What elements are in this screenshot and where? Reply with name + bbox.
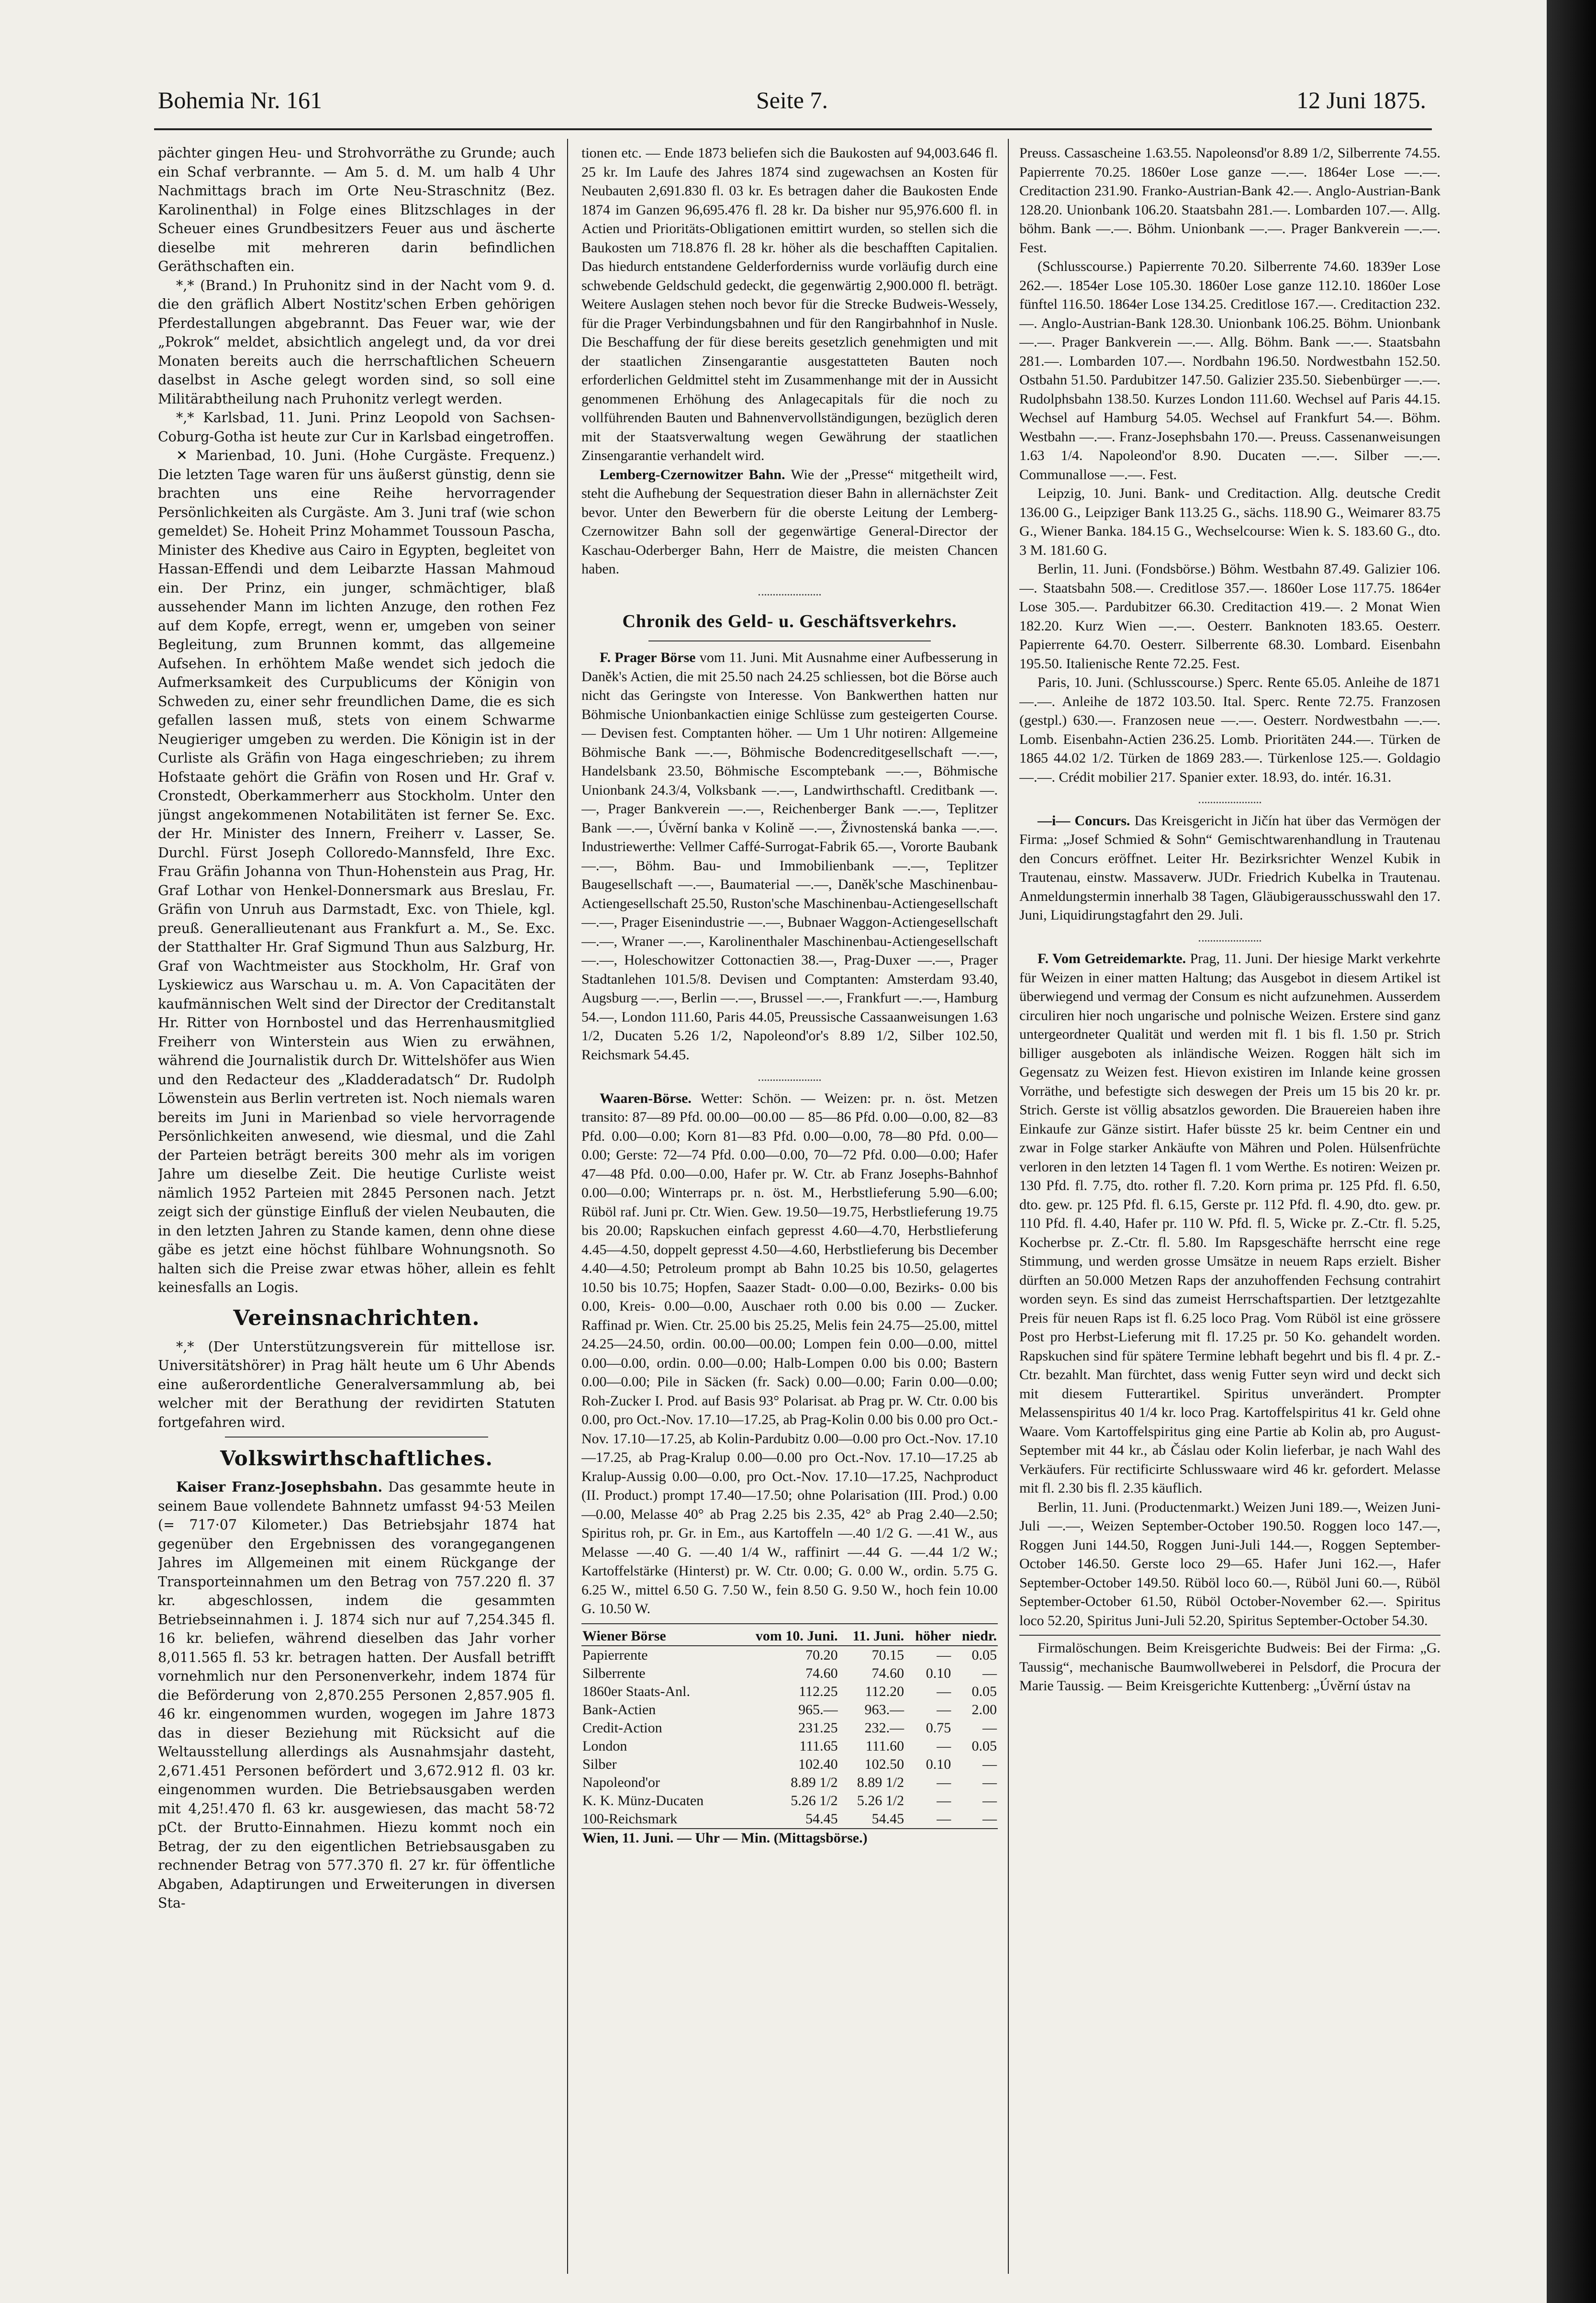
- article-waaren-boerse: [581, 1089, 998, 1618]
- table-cell: —: [982, 1774, 997, 1790]
- article-berlin-producten: Berlin, 11. Juni. (Productenmarkt.) Weizen Juni 189.—, Weizen Juni-Juli —.—, Weizen September-October 190.50. Roggen loco 147.—, Roggen Juni 144.50, Roggen Juni-Juli 144.—, Roggen September-October 146.50. Gerste loco 29—65. Hafer Juni 162.—, Hafer September-October 149.50. Rüböl loco 60.—, Rüböl Juni 60.—, Rüböl September-October 61.50, Rüböl October-November 62.—. Spiritus loco 52.20, Spiritus Juni-Juli 52.20, Spiritus September-October 54.30.: [1019, 1499, 1440, 1629]
- column-3: [1019, 144, 1440, 2274]
- table-cell: Silberrente: [582, 1665, 646, 1681]
- section-divider: [1019, 1635, 1440, 1636]
- table-cell: 74.60: [871, 1665, 904, 1681]
- article-firmaloeschungen: Firmalöschungen. Beim Kreisgerichte Budweis: Bei der Firma: „G. Taussig“, mechanische Baumwollweberei in Pelsdorf, die Procura der Marie Taussig. — Beim Kreisgerichte Kuttenberg: „Úvěrní ústav na: [1019, 1640, 1440, 1694]
- column-2: [581, 144, 998, 2274]
- scan-edge: [1547, 0, 1596, 2303]
- table-cell: —: [937, 1792, 951, 1809]
- table-row: [581, 1701, 998, 1719]
- table-cell: —: [982, 1665, 997, 1681]
- page-header: [158, 86, 1426, 120]
- section-heading-volkswirthschaftliches: Volkswirthschaftliches.: [220, 1447, 493, 1470]
- article-body: Das gesammte heute in seinem Baue vollendete Bahnnetz umfasst 94·53 Meilen (= 717·07 Kilometer.) Das Betriebsjahr 1874 hat gegenüber den Ergebnissen des vorangegangenen Jahres im Allgemeinen mit einem Rückgange der Transporteinnahmen um den Betrag von 757.220 fl. 37 kr. abgeschlossen, indem die gesammten Betriebseinnahmen i. J. 1874 sich nur auf 7,254.345 fl. 16 kr. beliefen, während dieselben das Jahr vorher 8,011.565 fl. 53 kr. betragen hatten. Der Ausfall betrifft vornehmlich nur den Personenverkehr, indem 1874 für die Beförderung von 2,870.255 Personen 2,857.905 fl. 46 kr. eingenommen wurden, wogegen im Jahre 1873 das in dieser Beziehung mit Rücksicht auf die Weltausstellung allerdings als Ausnahmsjahr dasteht, 2,671.451 Personen befördert und 3,672.912 fl. 03 kr. eingenommen wurden. Die Betriebsausgaben werden mit 4,25!.470 fl. 63 kr. ausgewiesen, das macht 58·72 pCt. der Brutto-Einnahmen. Hiezu kommt noch ein Betrag, der zu den eigentlichen Betriebsausgaben zu rechnender Betrag von 577.370 fl. 27 kr. für öffentliche Abgaben, Adaptirungen und Erweiterungen in diversen Sta-: [158, 1479, 555, 1911]
- column-rule-1: [567, 139, 568, 2274]
- column-rule-2: [1008, 139, 1009, 2274]
- masthead-issue: Bohemia Nr. 161: [158, 87, 323, 113]
- section-heading-chronik: Chronik des Geld- u. Geschäftsverkehrs.: [622, 611, 957, 631]
- table-cell: 100-Reichsmark: [582, 1810, 678, 1827]
- table-cell: 0.10: [926, 1756, 951, 1772]
- table-cell: 2.00: [971, 1701, 997, 1718]
- table-cell: —: [982, 1792, 997, 1809]
- table-cell: 70.20: [805, 1647, 838, 1663]
- article-prager-boerse: [581, 648, 998, 1064]
- table-cell: 0.05: [971, 1647, 997, 1663]
- table-cell: Bank-Actien: [582, 1701, 656, 1718]
- table-header-cell: Wiener Börse: [581, 1627, 734, 1646]
- article-lead: F. Vom Getreidemarkte.: [1038, 951, 1186, 966]
- table-cell: —: [937, 1647, 951, 1663]
- section-divider: [581, 1623, 998, 1624]
- table-cell: 111.65: [799, 1738, 838, 1754]
- article-lead: Lemberg-Czernowitzer Bahn.: [600, 466, 785, 483]
- article-lead: —i— Concurs.: [1038, 812, 1130, 829]
- table-cell: 8.89 1/2: [857, 1774, 904, 1790]
- table-cell: 965.—: [798, 1701, 838, 1718]
- table-cell: Napoleond'or: [582, 1774, 660, 1790]
- table-row: [581, 1792, 998, 1810]
- table-cell: —: [937, 1683, 951, 1699]
- table-cell: 5.26 1/2: [857, 1792, 904, 1809]
- section-divider: [648, 640, 931, 641]
- table-cell: Papierrente: [582, 1647, 648, 1663]
- article-lead: Kaiser Franz-Josephsbahn.: [176, 1479, 383, 1495]
- table-cell: 111.60: [865, 1738, 904, 1754]
- table-row: [581, 1719, 998, 1737]
- article-body: Wetter: Schön. — Weizen: pr. n. öst. Metzen transito: 87—89 Pfd. 00.00—00.00 — 85—86 Pfd. 0.00—0.00, 82—83 Pfd. 0.00—0.00; Korn 81—83 Pfd. 0.00—0.00, 78—80 Pfd. 0.00—0.00; Gerste: 72—74 Pfd. 0.00—0.00, 70—72 Pfd. 0.00—0.00; Hafer 47—48 Pfd. 0.00—0.00, Hafer pr. W. Ctr. ab Franz Josephs-Bahnhof 0.00—0.00; Winterraps pr. n. öst. M., Herbstlieferung 5.90—6.00; Rüböl raf. Juni pr. Ctr. Wien. Gew. 19.50—19.75, Herbstlieferung 19.75 bis 20.00; Rapskuchen einfach gepresst 4.60—4.70, Herbstlieferung 4.45—4.50, doppelt gepresst 4.50—4.60, Herbstlieferung bis December 4.40—4.50; Petroleum prompt ab Bahn 10.25 bis 10.50, gelagertes 10.50 bis 10.75; Hopfen, Saazer Stadt- 0.00—0.00, Bezirks- 0.00 bis 0.00, Kreis- 0.00—0.00, Auschaer roth 0.00 bis 0.00 — Zucker. Raffinad pr. Wien. Ctr. 25.00 bis 25.25, Melis fein 24.75—25.00, mittel 24.25—24.50, ordin. 00.00—00.00; Lompen fein 0.00—0.00, mittel 0.00—0.00, ordin. 0.00—0.00; Halb-Lompen 0.00 bis 0.00; Bastern 0.00—0.00; Pile in Säcken (fr. Sack) 0.00—0.00; Farin 0.00—0.00; Roh-Zucker I. Prod. auf Basis 93° Polarisat. ab Prag pr. W. Ctr. 0.00 bis 0.00, pro Oct.-Nov. 17.10—17.25, ab Prag-Kolin 0.00 bis 0.00 pro Oct.-Nov. 17.10—17.25, ab Kolin-Pardubitz 0.00—0.00 pro Oct.-Nov. 17.10—17.25, ab Prag-Kralup 0.00—0.00 pro Oct.-Nov. 17.10—17.25 ab Kralup-Aussig 0.00—0.00, pro Oct.-Nov. 17.10—17.25, Nachproduct (II. Product.) prompt 17.40—17.50; ohne Polarisation (III. Prod.) 0.00—0.00, Melasse 40° ab Prag 2.25 bis 2.35, 42° ab Prag 2.40—2.50; Spiritus roh, pr. Gr. in Em., aus Kartoffeln —.40 1/2 G. —.41 W., aus Melasse —.40 G. —.40 1/4 W., raffinirt —.44 G. —.44 1/2 W.; Kartoffelstärke (Hinterst) pr. W. Ctr. 0.00; G. 0.00 W., ordin. 5.75 G. 6.25 W., mittel 6.50 G. 7.50 W., fein 8.50 G. 9.50 W., hoch fein 10.00 G. 10.50 W.: [581, 1090, 998, 1617]
- table-cell: 54.45: [805, 1810, 838, 1827]
- article-karlsbad: *,* Karlsbad, 11. Juni. Prinz Leopold von Sachsen-Coburg-Gotha ist heute zur Cur in Karlsbad eingetroffen.: [158, 410, 555, 445]
- article-getreidemarkt: [1019, 949, 1440, 1498]
- table-cell: —: [982, 1810, 997, 1827]
- table-cell: 963.—: [864, 1701, 904, 1718]
- table-cell: —: [982, 1719, 997, 1736]
- article-wien-courses: Preuss. Cassascheine 1.63.55. Napoleonsd'or 8.89 1/2, Silberrente 74.55. Papierrente 70.25. 1860er Lose ganze —.—. 1864er Lose —.—. Creditaction 231.90. Franko-Austrian-Bank 42.—. Anglo-Austrian-Bank 128.20. Unionbank 106.20. Staatsbahn 281.—. Lombarden 107.—. Allg. böhm. Bank —.—. Böhm. Unionbank —.—. Prager Bankverein —.—. Fest.: [1019, 145, 1440, 256]
- table-cell: —: [937, 1738, 951, 1754]
- table-cell: 54.45: [871, 1810, 904, 1827]
- article-leipzig: Leipzig, 10. Juni. Bank- und Creditaction. Allg. deutsche Credit 136.00 G., Leipziger Bank 113.25 G., sächs. 118.90 G., Weimarer 83.75 G., Wiener Banka. 184.15 G., Wechselcourse: Wien k. S. 183.60 G., dto. 3 M. 181.60 G.: [1019, 485, 1440, 558]
- table-row: [581, 1810, 998, 1829]
- table-cell: 112.20: [865, 1683, 904, 1699]
- column-1: [158, 144, 555, 2255]
- article-unterstuetzungsverein: *,* (Der Unterstützungsverein für mittellose isr. Universitätshörer) in Prag hält heute um 6 Uhr Abends eine außerordentliche Generalversammlung ab, bei welcher mit der Berathung der revidirten Statuten fortgefahren wird.: [158, 1338, 555, 1430]
- article-lemberg-czernowitz: [581, 465, 998, 579]
- table-cell: 0.05: [971, 1683, 997, 1699]
- table-cell: 102.40: [798, 1756, 838, 1772]
- article-schlusscourse: (Schlusscourse.) Papierrente 70.20. Silberrente 74.60. 1839er Lose 262.—. 1854er Lose 105.30. 1860er Lose ganze 112.10. 1860er Lose fünftel 116.50. 1864er Lose 134.25. Creditlose 167.—. Creditaction 232.—. Anglo-Austrian-Bank 128.30. Unionbank 106.25. Böhm. Unionbank —.—. Prager Bankverein —.—. Allg. Böhm. Bank —.—. Staatsbahn 281.—. Lombarden 107.—. Nordbahn 196.50. Nordwestbahn 152.50. Ostbahn 51.50. Pardubitzer 147.50. Galizier 235.50. Siebenbürger —.—. Rudolphsbahn 138.50. Kurzes London 111.60. Wechsel auf Paris 44.15. Wechsel auf Hamburg 54.05. Wechsel auf Frankfurt 54.—. Böhm. Westbahn —.—. Franz-Josephsbahn 170.—. Preuss. Cassenanweisungen 1.63 1/4. Napoleond'or 8.90. Ducaten —.—. Silber —.—. Communallose —.—. Fest.: [1019, 258, 1440, 483]
- ornament-divider: [581, 1067, 998, 1086]
- table-cell: K. K. Münz-Ducaten: [582, 1792, 704, 1809]
- table-cell: 232.—: [864, 1719, 904, 1736]
- table-cell: 0.05: [971, 1738, 997, 1754]
- table-row: [581, 1737, 998, 1755]
- article-paris: Paris, 10. Juni. (Schlusscourse.) Sperc. Rente 65.05. Anleihe de 1871 —.—. Anleihe de 1872 103.50. Ital. Sperc. Rente 72.75. Franzosen (gestpl.) 630.—. Franzosen neue —.—. Oesterr. Nordwestbahn —.—. Lomb. Eisenbahn-Actien 236.25. Lomb. Prioritäten 244.—. Türken de 1865 44.02 1/2. Türken de 1869 283.—. Türkenlose 125.—. Goldagio —.—. Crédit mobilier 217. Spanier exter. 18.93, do. intér. 16.31.: [1019, 674, 1440, 785]
- article-lead: F. Prager Börse: [600, 650, 696, 665]
- page-date: 12 Juni 1875.: [1296, 87, 1426, 113]
- page-number: Seite 7.: [756, 87, 828, 113]
- wiener-boerse-table: [581, 1627, 998, 1847]
- table-cell: 1860er Staats-Anl.: [582, 1683, 690, 1699]
- article-lead: Waaren-Börse.: [600, 1090, 692, 1106]
- article-baukosten: tionen etc. — Ende 1873 beliefen sich die Baukosten auf 94,003.646 fl. 25 kr. Im Laufe des Jahres 1874 sind zugewachsen an Kosten für Neubauten 2,691.830 fl. 03 kr. Es betragen daher die Baukosten Ende 1874 im Ganzen 96,695.476 fl. 28 kr. Da bisher nur 95,976.600 fl. in Actien und Prioritäts-Obligationen emittirt wurden, so stellen sich die Baukosten um 718.876 fl. 28 kr. höher als die beschafften Capitalien. Das hiedurch entstandene Gelderforderniss wurde vorläufig durch eine schwebende Geldschuld gedeckt, die gegenwärtig 2,900.000 fl. beträgt. Weitere Auslagen stehen noch bevor für die Strecke Budweis-Wessely, für die Prager Verbindungsbahnen und für den Rangirbahnhof in Nusle. Die Beschaffung der für diese bereits gesetzlich genehmigten und mit der staatlichen Zinsengarantie ausgestatteten Bauten noch erforderlichen Geldmittel steht im Zusammenhange mit der in Aussicht genommenen Erhöhung des Anlagecapitals für die noch zu vollführenden Bauten und Bahnenvervollständigungen, bezüglich deren mit der Staatsverwaltung wegen Gewährung der staatlichen Zinsengarantie verhandelt wird.: [581, 145, 998, 463]
- table-cell: 74.60: [805, 1665, 838, 1681]
- table-cell: 70.15: [871, 1647, 904, 1663]
- table-row: [581, 1683, 998, 1701]
- ornament-divider: [581, 582, 998, 601]
- header-rule: [154, 128, 1432, 130]
- article-brand-pruhonitz: *,* (Brand.) In Pruhonitz sind in der Nacht vom 9. d. die den gräflich Albert Nostitz'schen Erben gehörigen Pferdestallungen abgebrannt. Das Feuer war, wie der „Pokrok“ meldet, absichtlich angelegt und, da vor drei Monaten bereits auch die herrschaftlichen Scheuern daselbst in Asche gelegt worden sind, so soll eine Militärabtheilung nach Pruhonitz verlegt werden.: [158, 277, 555, 407]
- table-header-row: [581, 1627, 998, 1646]
- article-concurs: [1019, 811, 1440, 925]
- article-franz-josephsbahn: [158, 1478, 555, 1913]
- table-cell: 8.89 1/2: [791, 1774, 838, 1790]
- table-cell: —: [937, 1701, 951, 1718]
- table-cell: 102.50: [864, 1756, 904, 1772]
- table-cell: 112.25: [799, 1683, 838, 1699]
- section-heading-vereinsnachrichten: Vereinsnachrichten.: [233, 1305, 480, 1330]
- table-cell: 0.10: [926, 1665, 951, 1681]
- table-row: [581, 1646, 998, 1664]
- table-row: [581, 1755, 998, 1774]
- table-row: [581, 1664, 998, 1683]
- table-row: [581, 1774, 998, 1792]
- table-header-cell: niedr.: [952, 1627, 998, 1646]
- table-header-cell: vom 10. Juni.: [734, 1627, 838, 1646]
- table-cell: 5.26 1/2: [791, 1792, 838, 1809]
- table-cell: —: [982, 1756, 997, 1772]
- article-body: Das Kreisgericht in Jičín hat über das Vermögen der Firma: „Josef Schmied & Sohn“ Gemischtwarenhandlung in Trautenau den Concurs eröffnet. Leiter Hr. Bezirksrichter Wenzel Kubik in Trautenau, einstw. Massaverw. JUDr. Friedrich Kubelka in Trautenau. Anmeldungstermin innerhalb 38 Tagen, Gläubigerausschusswahl den 17. Juni, Liquidirungstagfahrt den 29. Juli.: [1019, 812, 1440, 923]
- article-berlin-fonds: Berlin, 11. Juni. (Fondsbörse.) Böhm. Westbahn 87.49. Galizier 106.—. Staatsbahn 508.—. Creditlose 357.—. 1860er Lose 117.75. 1864er Lose 305.—. Pardubitzer 66.30. Creditaction 419.—. 2 Monat Wien 182.20. Kurz Wien —.—. Oesterr. Banknoten 183.65. Oesterr. Papierrente 64.70. Oesterr. Silberrente 68.30. Lombard. Eisenbahn 195.50. Italienische Rente 72.25. Fest.: [1019, 561, 1440, 672]
- ornament-divider: [1019, 789, 1440, 809]
- table-header-cell: 11. Juni.: [839, 1627, 905, 1646]
- article-fire-report: pächter gingen Heu- und Strohvorräthe zu Grunde; auch ein Schaf verbrannte. — Am 5. d. M. um halb 4 Uhr Nachmittags brach im Orte Neu-Straschnitz (Bez. Karolinenthal) in Folge eines Blitzschlages in der Scheuer eines Grundbesitzers Feuer aus und äscherte dieselbe mit mehreren darin befindlichen Geräthschaften ein.: [158, 145, 555, 274]
- table-cell: —: [937, 1810, 951, 1827]
- ornament-divider: [1019, 928, 1440, 947]
- article-body: Prag, 11. Juni. Der hiesige Markt verkehrte für Weizen in einer matten Haltung; das Ausgebot in diesem Artikel ist überwiegend und vermag der Consum es nicht aufzunehmen. Ausserdem circuliren hier noch ungarische und polnische Weizen. Erstere sind ganz untergeordneter Qualität und werden mit fl. 1 bis fl. 1.50 pr. Strich billiger ausgeboten als inländische Weizen. Roggen hält sich im Gegensatz zu Weizen fest. Hievon existiren im Inlande keine grossen Vorräthe, und befestigte sich deswegen der Preis um 15 bis 20 kr. pr. Strich. Gerste ist völlig absatzlos geworden. Die Brauereien haben ihre Einkaufe zur Gänze sistirt. Hafer büsste 25 kr. beim Centner ein und zwar in Folge starker Ankäufte von Mähren und Polen. Hülsenfrüchte verloren in den letzten 14 Tagen fl. 1 vom Werthe. Es notiren: Weizen pr. 130 Pfd. fl. 7.75, dto. rother fl. 7.20. Korn prima pr. 125 Pfd. fl. 6.50, dto. gew. pr. 125 Pfd. fl. 6.15, Gerste pr. 112 Pfd. fl. 4.90, dto. gew. pr. 110 Pfd. fl. 4.40, Hafer pr. 110 W. Pfd. fl. 5, Wicke pr. Z.-Ctr. fl. 5.25, Kocherbse pr. Z.-Ctr. fl. 5.80. Im Rapsgeschäfte herrscht eine rege Stimmung, und werden grosse Umsätze in neuem Raps erzielt. Bisher dürften an 50.000 Metzen Raps der anzuhoffenden Fechsung contrahirt worden seyn. Es sind das zumeist Herrschaftspartien. Der letztgezahlte Preis für neuen Raps ist fl. 6.25 loco Prag. Vom Rüböl ist eine grössere Post pro Herbst-Lieferung mit fl. 17.25 pr. 50 Ko. gehandelt worden. Rapskuchen sind für spätere Termine lebhaft begehrt und bis fl. 4 pr. Z.-Ctr. bezahlt. Man fürchtet, dass wenig Futter seyn wird und deckt sich mit diesem Futterartikel. Spiritus unverändert. Prompter Melassenspiritus 40 1/4 kr. loco Prag. Kartoffelspiritus 41 kr. Geld ohne Waare. Vom Kartoffelspiritus ging eine Partie ab Kolin ab, pro August-September mit 44 kr., ab Čáslau oder Kolin lieferbar, je nach Wahl des Verkäufers. Für rectificirte Schlusswaare wird 46 kr. gefordert. Melasse mit fl. 2.30 bis fl. 2.35 käuflich.: [1019, 951, 1440, 1496]
- table-header-cell: höher: [905, 1627, 952, 1646]
- table-cell: London: [582, 1738, 627, 1754]
- table-footer-cell: Wien, 11. Juni. — Uhr — Min. (Mittagsbörse.): [581, 1829, 998, 1847]
- table-cell: Credit-Action: [582, 1719, 662, 1736]
- table-cell: 231.25: [798, 1719, 838, 1736]
- article-marienbad: ✕ Marienbad, 10. Juni. (Hohe Curgäste. Frequenz.) Die letzten Tage waren für uns äußerst günstig, denn sie brachten uns eine Reihe hervorragender Persönlichkeiten als Curgäste. Am 3. Juni traf (wie schon gemeldet) Se. Hoheit Prinz Mohammet Toussoun Pascha, Minister des Khedive aus Cairo in Egypten, begleitet von Hassan-Effendi und dem Leibarzte Hassan Mahmoud ein. Der Prinz, ein junger, schmächtiger, blaß aussehender Mann im lichten Anzuge, den rothen Fez auf dem Kopfe, erregt, wenn er, umgeben von seiner Begleitung, zum Brunnen kommt, das allgemeine Aufsehen. In erhöhtem Maße wendet sich jedoch die Aufmerksamkeit des Curpublicums der Königin von Schweden zu, einer sehr freundlichen Dame, die es sich gefallen lassen muß, stets von einem Schwarme Neugieriger umgeben zu werden. Die Königin ist in der Curliste als Gräfin von Haga eingeschrieben; zu ihrem Hofstaate gehört die Gräfin von Rosen und Hr. Graf v. Cronstedt, Oberkammerherr aus Stockholm. Unter den jüngst angekommenen Notabilitäten ist ferner Se. Exc. der Hr. Minister des Innern, Freiherr v. Lasser, Se. Durchl. Fürst Joseph Colloredo-Mannsfeld, Ihre Exc. Frau Gräfin Johanna von Thun-Hohenstein aus Prag, Hr. Graf Lothar von Henkel-Donnersmark aus Breslau, Fr. Gräfin von Unruh aus Darmstadt, Exc. von Thiele, kgl. preuß. Generallieutenant aus Frankfurt a. M., Se. Exc. der Statthalter Hr. Graf Sigmund Thun aus Salzburg, Hr. Graf von Wachtmeister aus Stockholm, Hr. Graf von Lyskiewicz aus Warschau u. m. A. Von Capacitäten der kaufmännischen Welt sind der Director der Creditanstalt Hr. Ritter von Hornbostel und das Herrenhausmitglied Freiherr von Winterstein aus Wien zu erwähnen, während die Journalistik durch Dr. Wittelshöfer aus Wien und den Redacteur des „Kladderadatsch“ Dr. Rudolph Löwenstein aus Berlin vertreten ist. Noch niemals waren bereits im Juni in Marienbad so viele hervorragende Persönlichkeiten anwesend, wie diesmal, und die Zahl der Parteien beträgt bereits 300 mehr als im vorigen Jahre um dieselbe Zeit. Die heutige Curliste weist nämlich 1952 Parteien mit 2845 Personen nach. Jetzt zeigt sich der günstige Einfluß der vielen Neubauten, die in den letzten Jahren zu Stande kamen, denn ohne diese gäbe es jetzt eine höchst fühlbare Wohnungsnoth. So halten sich die Preise zwar etwas höher, allein es fehlt keinesfalls an Logis.: [158, 448, 555, 1295]
- table-cell: Silber: [582, 1756, 617, 1772]
- table-cell: —: [937, 1774, 951, 1790]
- section-divider: [225, 1437, 488, 1438]
- article-body: vom 11. Juni. Mit Ausnahme einer Aufbesserung in Daněk's Actien, die mit 25.50 nach 24.25 schliessen, bot die Börse auch nicht das Geringste von Interesse. Von Bankwerthen hatten nur Böhmische Unionbankactien einige Schlüsse zum gesteigerten Course. — Devisen fest. Comptanten höher. — Um 1 Uhr notiren: Allgemeine Böhmische Bank —.—, Böhmische Bodencreditgesellschaft —.—, Handelsbank 23.50, Böhmische Escomptebank —.—, Böhmische Unionbank 24.3/4, Volksbank —.—, Landwirthschaftl. Creditbank —.—, Prager Bankverein —.—, Reichenberger Bank —.—, Teplitzer Bank —.—, Úvěrní banka v Kolině —.—, Živnostenská banka —.—. Industriewerthe: Vellmer Caffé-Surrogat-Fabrik 65.—, Vororte Baubank —.—, Böhm. Bau- und Immobilienbank —.—, Teplitzer Baugesellschaft —.—, Baumaterial —.—, Daněk'sche Maschinenbau-Actiengesellschaft 25.50, Ruston'sche Maschinenbau-Actiengesellschaft —.—, Prager Eisenindustrie —.—, Bubnaer Waggon-Actiengesellschaft —.—, Wraner —.—, Karolinenthaler Maschinenbau-Actiengesellschaft —.—, Holeschowitzer Cottonactien 38.—, Prag-Duxer —.—, Prager Stadtanlehen 101.5/8. Devisen und Comptanten: Amsterdam 93.40, Augsburg —.—, Berlin —.—, Brussel —.—, Frankfurt —.—, Hamburg 54.—, London 111.60, Paris 44.05, Preussische Cassaanweisungen 1.63 1/2, Ducaten 5.26 1/2, Napoleond'or's 8.89 1/2, Silber 102.50, Reichsmark 54.45.: [581, 650, 998, 1063]
- table-cell: 0.75: [926, 1719, 951, 1736]
- table-footer-row: [581, 1829, 998, 1847]
- article-body: Wie der „Presse“ mitgetheilt wird, steht die Aufhebung der Sequestration dieser Bahn in allernächster Zeit bevor. Unter den Bewerbern für die oberste Leitung der Lemberg-Czernowitzer Bahn soll der gegenwärtige General-Director der Kaschau-Oderberger Bahn, Herr de Maistre, die meisten Chancen haben.: [581, 466, 998, 577]
